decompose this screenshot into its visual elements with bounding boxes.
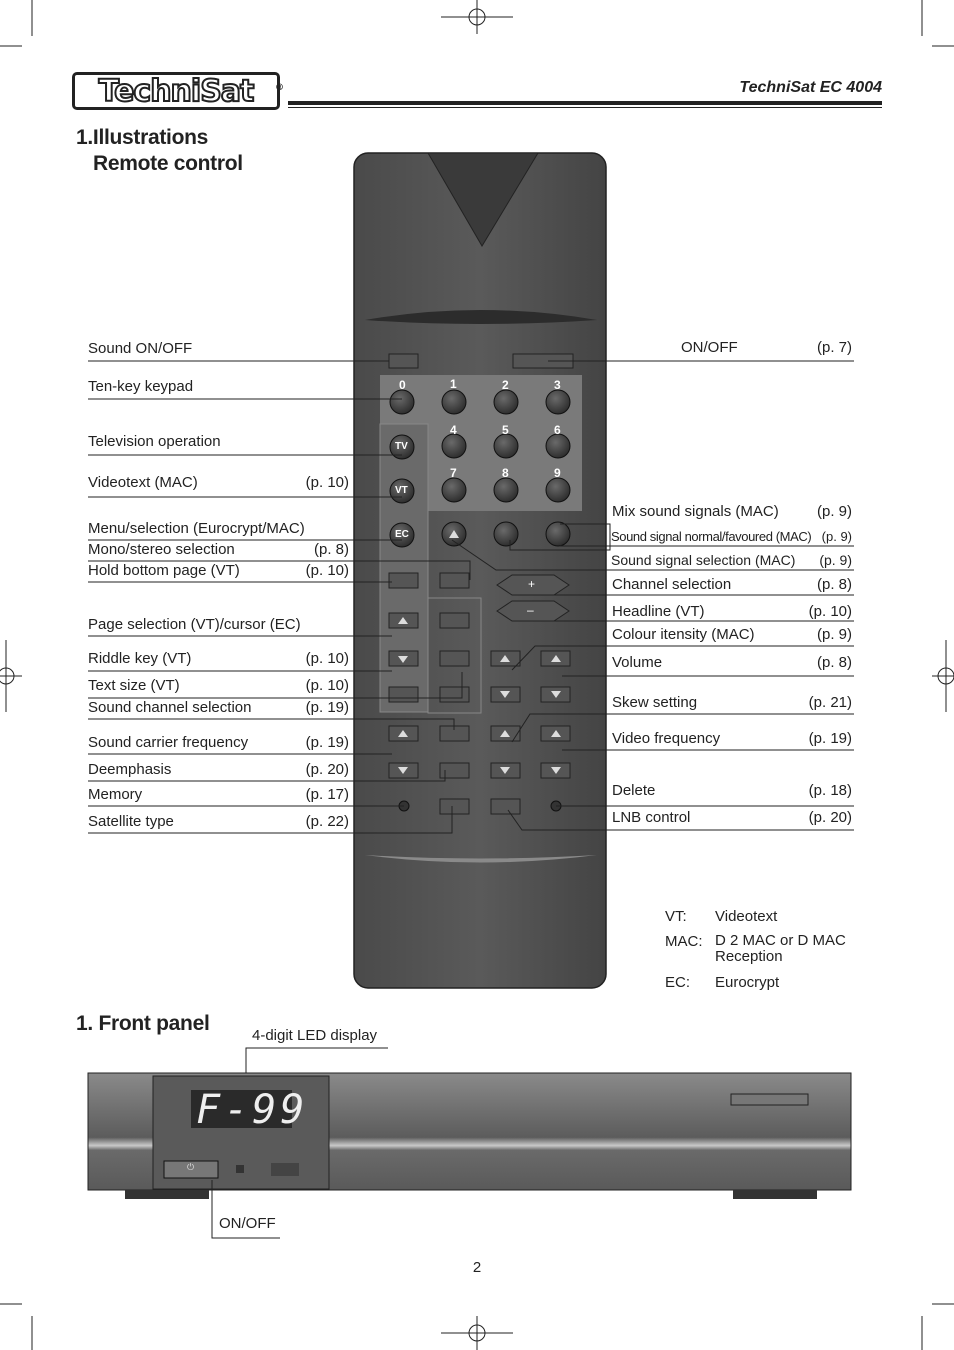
page-ref: (p. 18)	[808, 782, 852, 799]
page-ref: (p. 19)	[305, 734, 349, 751]
label-sound-carrier: Sound carrier frequency	[88, 734, 249, 751]
label-mix-sound: Mix sound signals (MAC)	[612, 503, 779, 520]
label-satellite-type: Satellite type	[88, 813, 174, 830]
model-name: TechniSat EC 4004	[739, 79, 882, 96]
key-vt[interactable]: VT	[395, 485, 408, 496]
page-ref: (p. 8)	[816, 654, 852, 671]
page-ref: (p. 10)	[305, 474, 349, 491]
page-ref: (p. 8)	[313, 541, 349, 558]
section-title: 1.Illustrations	[76, 126, 209, 149]
page-ref: (p. 17)	[305, 786, 349, 803]
page-ref: (p. 9)	[816, 503, 852, 520]
label-led-display: 4-digit LED display	[252, 1027, 378, 1044]
label-deemphasis: Deemphasis	[88, 761, 172, 778]
power-icon[interactable]: ⏻	[187, 1162, 195, 1172]
key-6[interactable]: 6	[554, 423, 561, 437]
label-volume: Volume	[612, 654, 663, 671]
label-menu-selection: Menu/selection (Eurocrypt/MAC)	[88, 520, 305, 537]
label-memory: Memory	[88, 786, 143, 803]
front-panel-title: 1. Front panel	[76, 1012, 210, 1035]
key-7[interactable]: 7	[450, 466, 457, 480]
section-subtitle: Remote control	[93, 152, 243, 175]
page-ref: (p. 7)	[816, 339, 852, 356]
key-1[interactable]: 1	[450, 377, 457, 391]
technisat-logo: TechniSat ®	[72, 72, 280, 110]
key-tv[interactable]: TV	[395, 441, 408, 452]
label-page-selection: Page selection (VT)/cursor (EC)	[88, 616, 301, 633]
key-5[interactable]: 5	[502, 423, 509, 437]
key-ec[interactable]: EC	[395, 529, 409, 540]
label-colour-intensity: Colour itensity (MAC)	[612, 626, 755, 643]
label-video-frequency: Video frequency	[612, 730, 721, 747]
key-2[interactable]: 2	[502, 378, 509, 392]
label-hold-bottom: Hold bottom page (VT)	[88, 562, 240, 579]
key-plus[interactable]: +	[528, 577, 536, 591]
legend-abbr: MAC:	[665, 933, 703, 950]
label-lnb-control: LNB control	[612, 809, 691, 826]
label-onoff: ON/OFF	[681, 339, 738, 356]
label-sound-selection: Sound signal selection (MAC)	[611, 552, 796, 568]
page-number: 2	[472, 1259, 482, 1276]
key-4[interactable]: 4	[450, 423, 457, 437]
page-ref: (p. 8)	[816, 576, 852, 593]
page-ref: (p. 20)	[305, 761, 349, 778]
key-9[interactable]: 9	[554, 466, 561, 480]
label-front-onoff: ON/OFF	[219, 1215, 276, 1232]
legend-meaning: Eurocrypt	[715, 974, 780, 991]
key-8[interactable]: 8	[502, 466, 509, 480]
key-minus[interactable]: –	[527, 603, 534, 617]
label-riddle-key: Riddle key (VT)	[88, 650, 192, 667]
legend-abbr: EC:	[665, 974, 691, 991]
legend-meaning: Videotext	[715, 908, 778, 925]
label-sound-channel: Sound channel selection	[88, 699, 252, 716]
legend-meaning: D 2 MAC or D MAC Reception	[715, 932, 846, 965]
page-ref: (p. 20)	[808, 809, 852, 826]
page-ref: (p. 10)	[808, 603, 852, 620]
label-headline: Headline (VT)	[612, 603, 705, 620]
label-tv-operation: Television operation	[88, 433, 221, 450]
led-display: F-99	[196, 1087, 309, 1133]
key-3[interactable]: 3	[554, 378, 561, 392]
label-delete: Delete	[612, 782, 656, 799]
label-channel-selection: Channel selection	[612, 576, 732, 593]
label-sound-onoff: Sound ON/OFF	[88, 340, 193, 357]
page-ref: (p. 10)	[305, 650, 349, 667]
label-sound-normal: Sound signal normal/favoured (MAC)	[611, 529, 812, 544]
key-0[interactable]: 0	[399, 378, 406, 392]
label-videotext: Videotext (MAC)	[88, 474, 198, 491]
label-mono-stereo: Mono/stereo selection	[88, 541, 235, 558]
label-ten-key: Ten-key keypad	[88, 378, 194, 395]
page-ref: (p. 19)	[305, 699, 349, 716]
page-ref: (p. 9)	[821, 529, 852, 544]
label-text-size: Text size (VT)	[88, 677, 180, 694]
page-ref: (p. 9)	[819, 552, 852, 568]
page-ref: (p. 22)	[305, 813, 349, 830]
label-skew: Skew setting	[612, 694, 698, 711]
page-ref: (p. 10)	[305, 562, 349, 579]
page-ref: (p. 21)	[808, 694, 852, 711]
legend-abbr: VT:	[665, 908, 687, 925]
page-ref: (p. 10)	[305, 677, 349, 694]
page-ref: (p. 9)	[816, 626, 852, 643]
page-ref: (p. 19)	[808, 730, 852, 747]
